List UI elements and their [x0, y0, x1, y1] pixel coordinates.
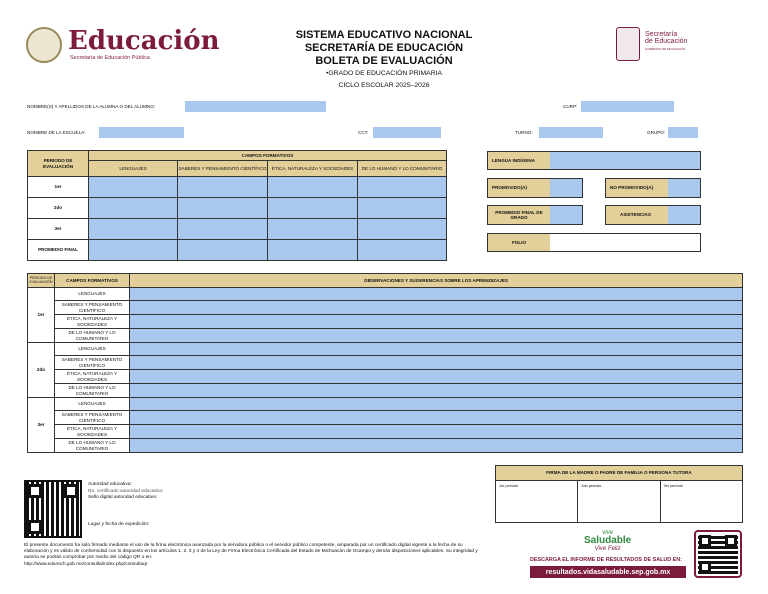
grade-cell[interactable] [89, 219, 178, 240]
grade-cell[interactable] [89, 240, 178, 261]
promovido-box: PROMOVIDO(A) [487, 178, 583, 198]
obs-cell[interactable] [130, 370, 743, 384]
obs-campo: ÉTICA, NATURALEZA Y SOCIEDADES [55, 315, 130, 329]
obs-campos-header: CAMPOS FORMATIVOS [55, 274, 130, 288]
michoacan-shield-icon [616, 27, 640, 61]
promedio-final-box: PROMEDIO FINAL DE GRADO [487, 205, 583, 225]
col-saberes: SABERES Y PENSAMIENTO CIENTÍFICO [178, 161, 268, 177]
observations-table [27, 273, 743, 453]
cct-field[interactable] [373, 127, 441, 138]
document-title: SISTEMA EDUCATIVO NACIONAL SECRETARÍA DE EDUCACIÓN BOLETA DE EVALUACIÓN •GRADO DE EDUCACIÓN PRIMARIA CICLO ESCOLAR 2025–2026 [295, 29, 473, 89]
obs-cell[interactable] [130, 411, 743, 425]
obs-campo: ÉTICA, NATURALEZA Y SOCIEDADES [55, 370, 130, 384]
authority-info: Autoridad educativa: No. certificado autoridad educativa: Sello digital autoridad educativa: [88, 482, 164, 500]
grade-cell[interactable] [268, 240, 358, 261]
curp-field[interactable] [581, 101, 674, 112]
row-promedio-final: PROMEDIO FINAL [28, 240, 89, 261]
obs-cell[interactable] [130, 288, 743, 301]
grade-cell[interactable] [358, 240, 447, 261]
grade-cell[interactable] [358, 219, 447, 240]
obs-cell[interactable] [130, 343, 743, 356]
grade-cell[interactable] [358, 177, 447, 198]
obs-campo: SABERES Y PENSAMIENTO CIENTÍFICO [55, 301, 130, 315]
obs-campo: SABERES Y PENSAMIENTO CIENTÍFICO [55, 356, 130, 370]
sep-subtitle: Secretaría de Educación Pública [70, 55, 150, 61]
obs-period-2: 2do [28, 343, 55, 398]
signature-period-3[interactable]: 3er periodo [663, 484, 683, 488]
obs-period-1: 1er [28, 288, 55, 343]
obs-cell[interactable] [130, 384, 743, 398]
lengua-indigena-field[interactable] [550, 152, 700, 169]
curp-label: CURP: [563, 104, 578, 109]
grade-cell[interactable] [268, 177, 358, 198]
folio-field[interactable] [550, 234, 700, 251]
signature-header: FIRMA DE LA MADRE O PADRE DE FAMILIA O PERSONA TUTORA [496, 466, 742, 481]
lugar-fecha-label: Lugar y fecha de expedición: [88, 522, 150, 527]
obs-campo: DE LO HUMANO Y LO COMUNITARIO [55, 329, 130, 343]
grade-cell[interactable] [268, 198, 358, 219]
obs-cell[interactable] [130, 329, 743, 343]
row-period-1: 1er [28, 177, 89, 198]
obs-cell[interactable] [130, 425, 743, 439]
student-name-field[interactable] [185, 101, 326, 112]
row-period-3: 3er [28, 219, 89, 240]
qr-code-icon [24, 480, 82, 538]
col-lenguajes: LENGUAJES [89, 161, 178, 177]
campos-header: CAMPOS FORMATIVOS [89, 151, 447, 161]
signature-period-2[interactable]: 2do periodo [578, 481, 660, 522]
no-promovido-box: NO PROMOVIDO(A) [605, 178, 701, 198]
grade-cell[interactable] [178, 219, 268, 240]
grade-cell[interactable] [358, 198, 447, 219]
legal-text: El presente documento ha sido firmado mediante el uso de la firma electrónica avanzada por la servidora pública o el servidor público competente, amparada por un certificado digital vigente a la fecha de su elaboración y es válido de conformidad con lo dispuesto en los artículos 1, 2, 3 y 4 de la Ley de Firma Electrónica Certificada del Estado de Michoacán de Ocampo y demás disposiciones aplicables. Su integridad y autoría se podrán comprobar por medio del código QR o en: http://www.edumich.gob.mx/consulta/index.php/consultaqr [24, 543, 478, 567]
obs-cell[interactable] [130, 398, 743, 411]
asistencias-field[interactable] [668, 206, 700, 224]
cct-label: CCT: [358, 130, 369, 135]
michoacan-logo: Secretaría de Educación GOBIERNO DE MICHOACÁN [645, 31, 688, 51]
descarga-text: DESCARGA EL INFORME DE RESULTADOS DE SALUD EN: [530, 557, 682, 563]
obs-campo: LENGUAJES [55, 343, 130, 356]
verification-url[interactable]: http://www.edumich.gob.mx/consulta/index.php/consultaqr [24, 561, 148, 567]
row-period-2: 2do [28, 198, 89, 219]
lengua-indigena-box: LENGUA INDÍGENA [487, 151, 701, 170]
vive-saludable-logo: vive Saludable Vive Feliz [584, 530, 632, 552]
obs-cell[interactable] [130, 356, 743, 370]
obs-campo: ÉTICA, NATURALEZA Y SOCIEDADES [55, 425, 130, 439]
turno-label: TURNO: [515, 130, 533, 135]
obs-campo: SABERES Y PENSAMIENTO CIENTÍFICO [55, 411, 130, 425]
obs-campo: LENGUAJES [55, 288, 130, 301]
asistencias-box: ASISTENCIAS [605, 205, 701, 225]
grupo-field[interactable] [668, 127, 698, 138]
obs-campo: DE LO HUMANO Y LO COMUNITARIO [55, 384, 130, 398]
obs-header: OBSERVACIONES Y SUGERENCIAS SOBRE LOS APRENDIZAJES [130, 274, 743, 288]
col-etica: ÉTICA, NATURALEZA Y SOCIEDADES [268, 161, 358, 177]
promedio-final-field[interactable] [550, 206, 582, 224]
obs-campo: LENGUAJES [55, 398, 130, 411]
turno-field[interactable] [539, 127, 603, 138]
grade-cell[interactable] [178, 240, 268, 261]
school-field[interactable] [99, 127, 184, 138]
educacion-logo-title: Educación [68, 26, 220, 56]
no-promovido-field[interactable] [668, 179, 700, 197]
grade-cell[interactable] [89, 198, 178, 219]
obs-period-3: 3er [28, 398, 55, 453]
grade-cell[interactable] [89, 177, 178, 198]
obs-cell[interactable] [130, 315, 743, 329]
grade-cell[interactable] [178, 177, 268, 198]
folio-box: FOLIO [487, 233, 701, 252]
obs-campo: DE LO HUMANO Y LO COMUNITARIO [55, 439, 130, 453]
resultados-url[interactable]: resultados.vidasaludable.sep.gob.mx [530, 566, 686, 578]
promovido-field[interactable] [550, 179, 582, 197]
signature-period-1[interactable]: 1er periodo [496, 481, 578, 522]
student-name-label: NOMBRE(S) Y APELLIDOS DE LA ALUMNA O DEL ALUMNO: [27, 104, 156, 109]
health-qr-code-icon [694, 530, 742, 578]
col-humano: DE LO HUMANO Y LO COMUNITARIO [358, 161, 447, 177]
obs-period-header: PERIODO DE EVALUACIÓN [28, 274, 55, 288]
signature-box [495, 465, 743, 523]
period-header: PERIODO DE EVALUACIÓN [28, 151, 89, 177]
grade-cell[interactable] [178, 198, 268, 219]
obs-cell[interactable] [130, 439, 743, 453]
grupo-label: GRUPO: [647, 130, 666, 135]
obs-cell[interactable] [130, 301, 743, 315]
school-label: NOMBRE DE LA ESCUELA: [27, 130, 86, 135]
grade-cell[interactable] [268, 219, 358, 240]
coat-of-arms-icon [26, 27, 62, 63]
grades-table [27, 150, 447, 261]
